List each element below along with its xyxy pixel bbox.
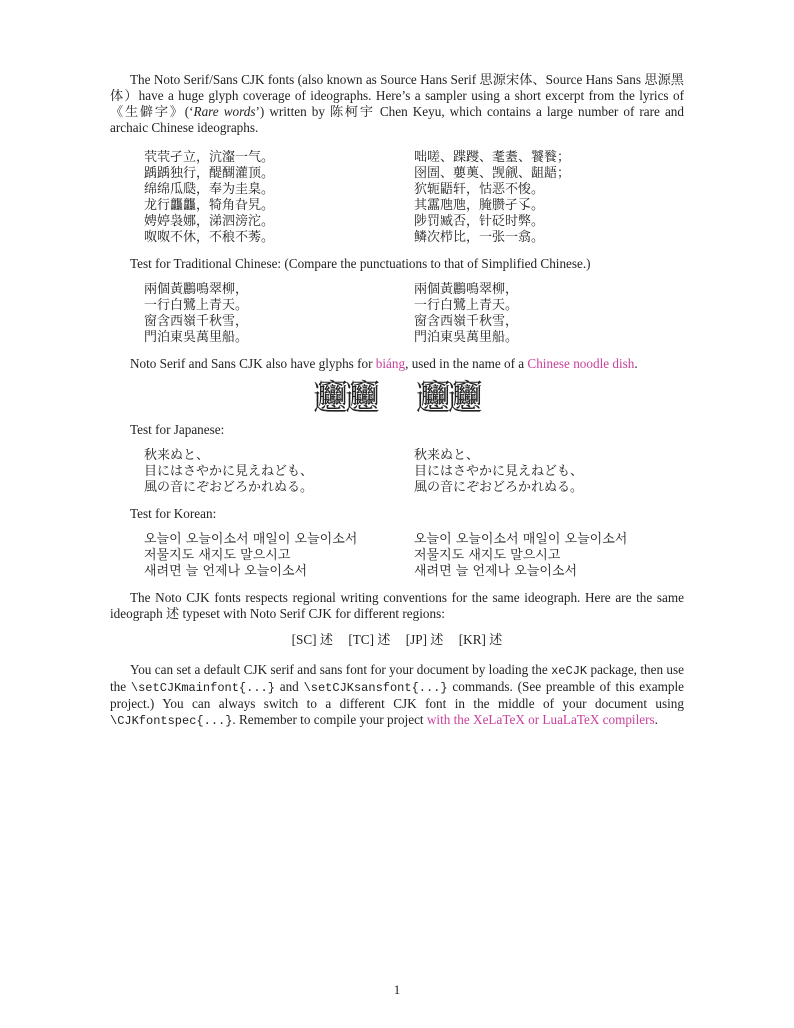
poem-line: 門泊東吳萬里船。 [144, 330, 249, 345]
lyric-line: 绵绵瓜瓞，奉为圭臬。 [144, 182, 275, 197]
compilers-link[interactable]: with the XeLaTeX or LuaLaTeX compilers [426, 712, 655, 727]
lyric-line: 陟罚臧否，针砭时弊。 [414, 214, 545, 229]
biang-text-end: . [634, 356, 638, 371]
regional-paragraph: The Noto CJK fonts respects regional writing conventions for the same ideograph. Here are the same ideograph 述 typeset with Noto Serif CJK for different regions: [110, 590, 684, 621]
variant-kr: [KR] 述 [458, 632, 503, 647]
variant-sc: [SC] 述 [291, 632, 334, 647]
lyric-line: 鳞次栉比，一张一翕。 [414, 230, 545, 245]
biang-link[interactable]: biáng [375, 356, 406, 371]
regional-variants [110, 632, 684, 648]
korean-sample [144, 532, 684, 580]
poem-line: 窗含西嶺千秋雪， [414, 314, 519, 329]
lyric-line: 呶呶不休，不稂不莠。 [144, 230, 275, 245]
biang-text: Noto Serif and Sans CJK also have glyphs for [130, 356, 376, 371]
poem-line: 目にはさやかに見えねども、 [144, 464, 314, 479]
lyric-line: 囹圄、蘡薁、觊觎、龃龉； [414, 166, 571, 181]
lyric-line: 茕茕孑立，沆瀣一气。 [144, 150, 275, 165]
poem-line: 目にはさやかに見えねども、 [414, 464, 584, 479]
command-fontspec: \CJKfontspec{...} [110, 714, 233, 728]
lyric-line: 龙行龘龘，犄角旮旯。 [144, 198, 275, 213]
korean-heading: Test for Korean: [130, 506, 217, 521]
usage-paragraph [110, 662, 684, 729]
japanese-serif-column [144, 448, 414, 496]
poem-line: 風の音にぞおどろかれぬる。 [414, 480, 584, 495]
lyric-line: 踽踽独行，醍醐灌顶。 [144, 166, 275, 181]
biang-text-middle: , used in the name of a [405, 356, 528, 371]
variant-tc: [TC] 述 [348, 632, 391, 647]
page-number: 1 [393, 982, 401, 997]
song-title: Rare words [193, 104, 256, 119]
korean-serif-column [144, 532, 414, 580]
lyric-line: 其靁虺虺，腌臜孑孓。 [414, 198, 545, 213]
simplified-serif-column [144, 150, 414, 246]
biang-serif-glyphs: 𰻞𰻞 [313, 378, 378, 418]
simplified-sample [144, 150, 684, 246]
biang-glyphs [110, 378, 684, 418]
poem-line: 저물지도 새지도 말으시고 [414, 548, 561, 563]
poem-line: 저물지도 새지도 말으시고 [144, 548, 291, 563]
lyric-line: 娉婷袅娜，涕泗滂沱。 [144, 214, 275, 229]
poem-line: 兩個黃鸝鳴翠柳， [144, 282, 249, 297]
simplified-sans-column [414, 150, 684, 246]
command-mainfont: \setCJKmainfont{...} [130, 681, 275, 695]
poem-line: 오늘이 오늘이소서 매일이 오늘이소서 [414, 532, 628, 547]
poem-line: 風の音にぞおどろかれぬる。 [144, 480, 314, 495]
usage-text: You can set a default CJK serif and sans font for your document by loading the [130, 662, 552, 677]
usage-text: . Remember to compile your project [232, 712, 427, 727]
usage-text: package, then use the [110, 662, 685, 694]
poem-line: 門泊東吳萬里船。 [414, 330, 519, 345]
poem-line: 오늘이 오늘이소서 매일이 오늘이소서 [144, 532, 358, 547]
usage-text: commands. (See preamble of this example project.) You can always switch to a different CJK font in the middle of your document using [110, 679, 684, 711]
poem-line: 一行白鷺上青天。 [414, 298, 519, 313]
traditional-heading: Test for Traditional Chinese: (Compare the punctuations to that of Simplified Chinese.) [130, 256, 591, 271]
poem-line: 窗含西嶺千秋雪， [144, 314, 249, 329]
biang-sans-glyphs: 𰻞𰻞 [416, 378, 481, 418]
traditional-sample [144, 282, 684, 346]
poem-line: 兩個黃鸝鳴翠柳， [414, 282, 519, 297]
noodle-dish-link[interactable]: Chinese noodle dish [527, 356, 635, 371]
command-sansfont: \setCJKsansfont{...} [303, 681, 448, 695]
intro-paragraph [110, 72, 684, 136]
korean-sans-column [414, 532, 684, 580]
poem-line: 一行白鷺上青天。 [144, 298, 249, 313]
poem-line: 秋来ぬと、 [414, 448, 480, 463]
japanese-sans-column [414, 448, 684, 496]
japanese-heading: Test for Japanese: [130, 422, 225, 437]
poem-line: 새려면 늘 언제나 오늘이소서 [414, 564, 578, 579]
japanese-sample [144, 448, 684, 496]
usage-text: and [274, 679, 304, 694]
document-page [110, 72, 684, 729]
lyric-line: 狖轭鼯轩，怙恶不悛。 [414, 182, 545, 197]
usage-text: . [654, 712, 658, 727]
poem-line: 새려면 늘 언제나 오늘이소서 [144, 564, 308, 579]
biang-paragraph [110, 356, 684, 372]
variant-jp: [JP] 述 [405, 632, 444, 647]
poem-line: 秋来ぬと、 [144, 448, 210, 463]
intro-text: The Noto Serif/Sans CJK fonts (also known as Source Hans Serif 思源宋体、Source Hans Sans 思源黑体）have a huge glyph coverage of ideographs. Here’s a sampler using a short excerpt from the lyrics of《生僻字》(‘ [110, 72, 684, 119]
traditional-serif-column [144, 282, 414, 346]
intro-text-end: ’) written by 陈柯宇 Chen Keyu, which contains a large number of rare and archaic Chinese ideographs. [110, 104, 684, 135]
package-name: xeCJK [551, 664, 588, 678]
lyric-line: 咄嗟、蹀躞、耄耋、饕餮； [414, 150, 571, 165]
traditional-sans-column [414, 282, 684, 346]
